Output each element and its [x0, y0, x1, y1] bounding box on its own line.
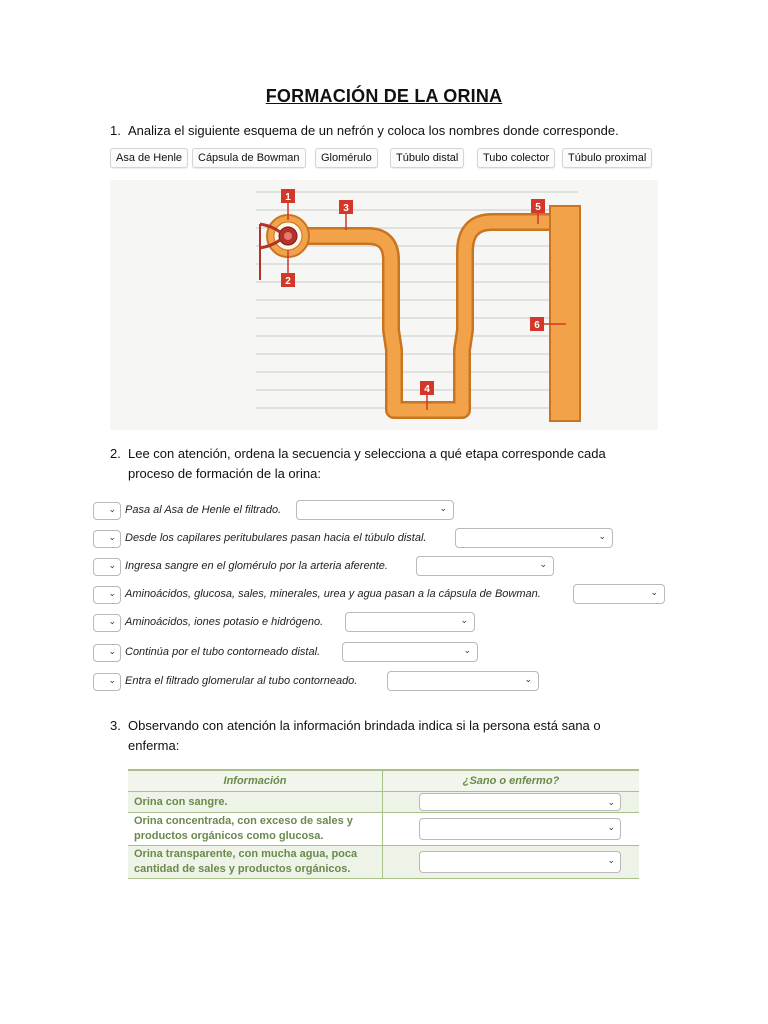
info-cell: Orina con sangre. [128, 792, 383, 813]
stage-select[interactable] [296, 500, 454, 520]
order-select[interactable] [93, 614, 121, 632]
chevron-down-icon: ⌄ [108, 588, 116, 598]
info-cell: Orina concentrada, con exceso de sales y productos orgánicos como glucosa. [128, 813, 383, 846]
health-select[interactable] [419, 818, 621, 840]
sequence-row [93, 642, 483, 664]
order-select[interactable] [93, 502, 121, 520]
label-chip-asa-de-henle[interactable]: Asa de Henle [110, 148, 188, 168]
sequence-text: Aminoácidos, glucosa, sales, minerales, urea y agua pasan a la cápsula de Bowman. [125, 588, 541, 600]
sequence-text: Aminoácidos, iones potasio e hidrógeno. [125, 616, 324, 628]
chevron-down-icon: ⌄ [539, 559, 547, 569]
order-select[interactable] [93, 530, 121, 548]
answer-cell [383, 846, 640, 879]
question-text: Analiza el siguiente esquema de un nefrón y coloca los nombres donde corresponde. [128, 123, 619, 138]
marker-3: 3 [343, 203, 349, 214]
sequence-row [93, 612, 478, 634]
chevron-down-icon: ⌄ [607, 855, 615, 865]
sequence-text: Continúa por el tubo contorneado distal. [125, 646, 321, 658]
question-3 [110, 716, 650, 756]
answer-cell [383, 813, 640, 846]
label-chip-tubulo-proximal[interactable]: Túbulo proximal [562, 148, 652, 168]
chevron-down-icon: ⌄ [460, 615, 468, 625]
nephron-diagram [110, 180, 658, 430]
chevron-down-icon: ⌄ [463, 645, 471, 655]
sequence-text: Ingresa sangre en el glomérulo por la arteria aferente. [125, 560, 388, 572]
marker-1: 1 [285, 192, 291, 203]
marker-5: 5 [535, 202, 541, 213]
page-title: FORMACIÓN DE LA ORINA [265, 86, 503, 106]
order-select[interactable] [93, 558, 121, 576]
chevron-down-icon: ⌄ [524, 674, 532, 684]
order-select[interactable] [93, 644, 121, 662]
sequence-row [93, 528, 633, 550]
question-text: Observando con atención la información brindada indica si la persona está sana o enferma: [128, 718, 601, 753]
chevron-down-icon: ⌄ [607, 822, 615, 832]
table-row [128, 792, 639, 813]
order-select[interactable] [93, 586, 121, 604]
chevron-down-icon: ⌄ [108, 675, 116, 685]
question-number: 2. [110, 446, 121, 461]
marker-6: 6 [534, 320, 540, 331]
chevron-down-icon: ⌄ [650, 587, 658, 597]
question-2 [110, 444, 650, 484]
question-text: Lee con atención, ordena la secuencia y selecciona a qué etapa corresponde cada proceso de formación de la orina: [128, 446, 606, 481]
stage-select[interactable] [573, 584, 665, 604]
sequence-row [93, 556, 573, 578]
sequence-row [93, 500, 473, 522]
table-row [128, 846, 639, 879]
health-select[interactable] [419, 793, 621, 811]
order-select[interactable] [93, 673, 121, 691]
chevron-down-icon: ⌄ [598, 531, 606, 541]
stage-select[interactable] [387, 671, 539, 691]
sequence-row [93, 584, 668, 606]
sequence-text: Entra el filtrado glomerular al tubo contorneado. [125, 675, 358, 687]
marker-2: 2 [285, 276, 291, 287]
sequence-row [93, 671, 548, 693]
stage-select[interactable] [455, 528, 613, 548]
sequence-text: Pasa al Asa de Henle el filtrado. [125, 504, 282, 516]
chevron-down-icon: ⌄ [108, 532, 116, 542]
sequence-text: Desde los capilares peritubulares pasan hacia el túbulo distal. [125, 532, 427, 544]
chevron-down-icon: ⌄ [108, 504, 116, 514]
label-chip-tubulo-distal[interactable]: Túbulo distal [390, 148, 464, 168]
marker-4: 4 [424, 384, 430, 395]
table-row [128, 813, 639, 846]
table-header-sano-enfermo: ¿Sano o enfermo? [383, 770, 640, 792]
chevron-down-icon: ⌄ [108, 616, 116, 626]
nephron-illustration [110, 180, 658, 430]
label-chip-capsula-de-bowman[interactable]: Cápsula de Bowman [192, 148, 306, 168]
question-number: 1. [110, 123, 121, 138]
table-header-row [128, 770, 639, 792]
question-number: 3. [110, 718, 121, 733]
chevron-down-icon: ⌄ [108, 560, 116, 570]
stage-select[interactable] [345, 612, 475, 632]
answer-cell [383, 792, 640, 813]
stage-select[interactable] [342, 642, 478, 662]
question-1 [110, 121, 670, 141]
label-chip-tubo-colector[interactable]: Tubo colector [477, 148, 555, 168]
chevron-down-icon: ⌄ [439, 503, 447, 513]
health-select[interactable] [419, 851, 621, 873]
health-table [128, 769, 639, 879]
chevron-down-icon: ⌄ [607, 797, 615, 807]
stage-select[interactable] [416, 556, 554, 576]
chevron-down-icon: ⌄ [108, 646, 116, 656]
label-chip-glomerulo[interactable]: Glomérulo [315, 148, 378, 168]
table-header-informacion: Información [128, 770, 383, 792]
info-cell: Orina transparente, con mucha agua, poca cantidad de sales y productos orgánicos. [128, 846, 383, 879]
